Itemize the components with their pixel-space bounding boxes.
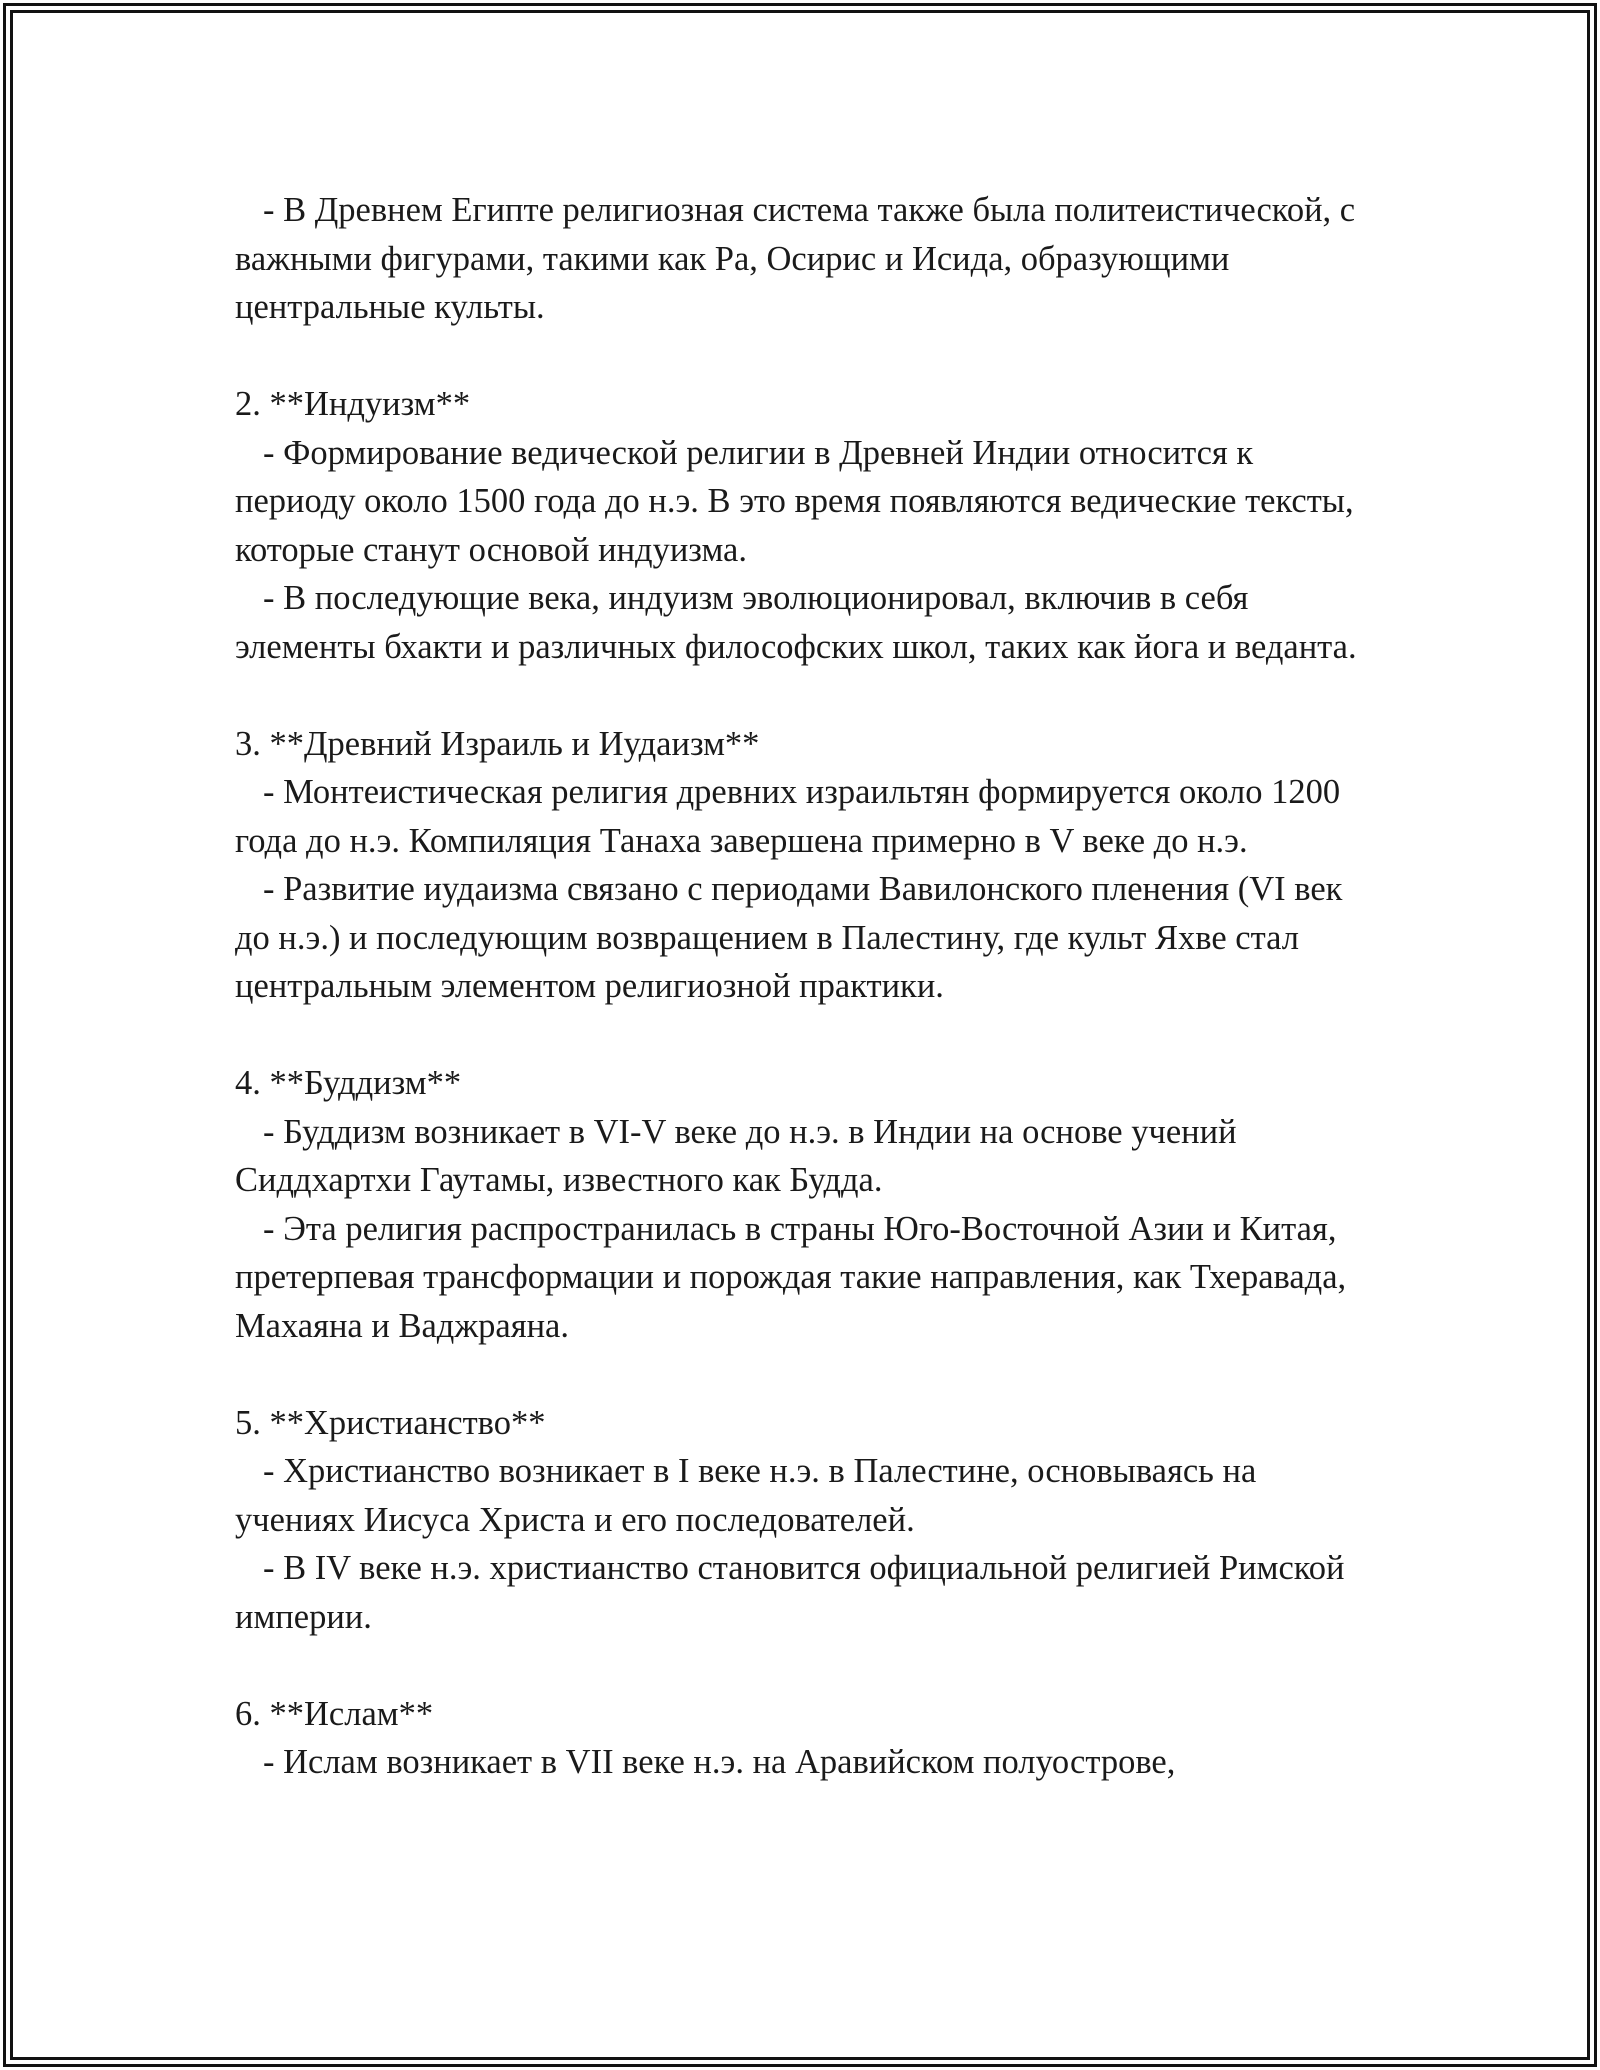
paragraph: - Эта религия распространилась в страны Юго-Восточной Азии и Китая, претерпевая трансформации и порождая такие направления, как Тхеравада, Махаяна и Ваджраяна.: [235, 1209, 1347, 1345]
paragraph: - Монтеистическая религия древних израильтян формируется около 1200 года до н.э. Компиляция Танаха завершена примерно в V веке до н.э.: [235, 773, 1341, 860]
paragraph: - В Древнем Египте религиозная система также была политеистической, с важными фигурами, такими как Ра, Осирис и Исида, образующими центральные культы.: [235, 191, 1356, 326]
section-hinduism: [235, 380, 1365, 671]
section-egypt-continuation: [235, 186, 1365, 332]
paragraph: - В последующие века, индуизм эволюционировал, включив в себя элементы бхакти и различных философских школ, таких как йога и веданта.: [235, 579, 1357, 666]
section-heading: 2. **Индуизм**: [235, 385, 471, 423]
paragraph: - В IV веке н.э. христианство становится официальной религией Римской империи.: [235, 1549, 1345, 1636]
section-heading: 6. **Ислам**: [235, 1694, 434, 1733]
section-buddhism: [235, 1059, 1365, 1350]
section-heading: 5. **Христианство**: [235, 1403, 546, 1442]
paragraph: - Формирование ведической религии в Древней Индии относится к периоду около 1500 года до н.э. В это время появляются ведические тексты, которые станут основой индуизма.: [235, 433, 1354, 569]
document-body: [235, 186, 1365, 1787]
section-islam: [235, 1690, 1365, 1787]
paragraph: - Христианство возникает в I веке н.э. в Палестине, основываясь на учениях Иисуса Христа и его последователей.: [235, 1452, 1257, 1539]
section-christianity: [235, 1399, 1365, 1642]
section-heading: 4. **Буддизм**: [235, 1064, 462, 1102]
paragraph: - Буддизм возникает в VI-V веке до н.э. в Индии на основе учений Сиддхартхи Гаутамы, известного как Будда.: [235, 1112, 1237, 1199]
section-heading: 3. **Древний Израиль и Иудаизм**: [235, 724, 760, 763]
paragraph: - Развитие иудаизма связано с периодами Вавилонского пленения (VI век до н.э.) и последующим возвращением в Палестину, где культ Яхве стал центральным элементом религиозной практики.: [235, 870, 1343, 1005]
section-judaism: [235, 720, 1365, 1011]
paragraph: - Ислам возникает в VII веке н.э. на Аравийском полуострове,: [263, 1743, 1176, 1781]
